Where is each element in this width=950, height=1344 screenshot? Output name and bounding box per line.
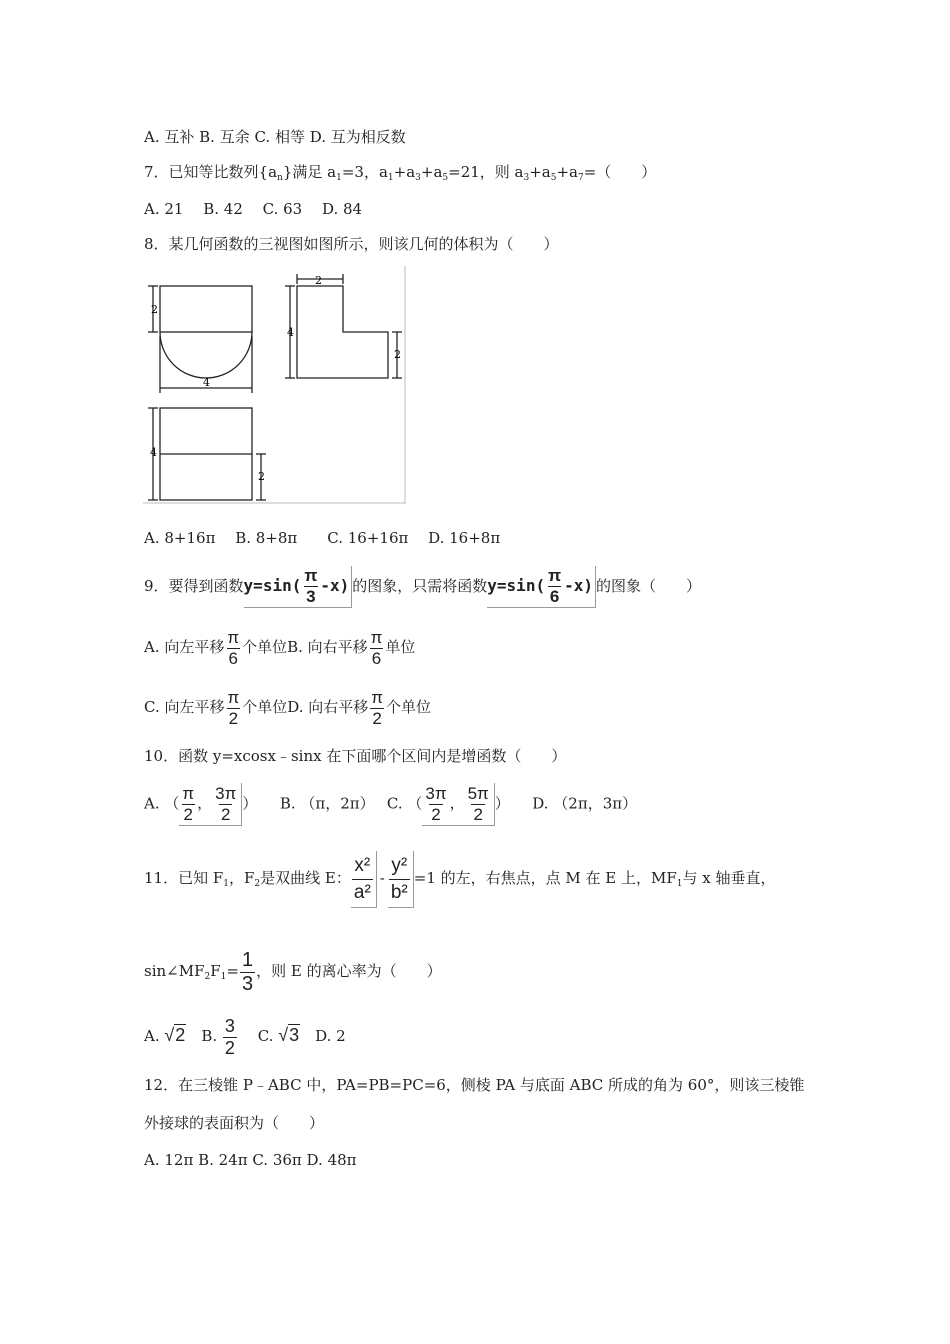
q10-options: A. （ $\frac{\pi}{2}$ ， $\frac{3\pi}{2}$ ） B. （π，2π） C. （ $\frac{3\pi}{2}$ ， $\frac{5\pi}{2}$ ） D. （2π，3π） xyxy=(144,783,638,824)
q7-options: A. 21 B. 42 C. 63 D. 84 xyxy=(144,200,363,218)
top-dim-4: 4 xyxy=(150,446,157,459)
q9-func1: y=sin( $\frac{\pi}{3}$ -x) xyxy=(244,566,353,608)
q11-question: 11．已知 $F_1$，$F_2$是双曲线 E： $\frac{\text{x²}}{\text{a²}}$ - $\frac{\text{y²}}{\text{b²}}$ =1 的左，右焦点，点 M 在 E 上，$MF_1$与 x 轴垂直， xyxy=(144,850,776,912)
three-view-figure xyxy=(143,266,406,504)
front-view xyxy=(148,286,252,393)
front-dim-4: 4 xyxy=(203,376,210,389)
q8-options: A. 8+16π B. 8+8π C. 16+16π D. 16+8π xyxy=(144,529,501,547)
side-view xyxy=(285,274,402,378)
q9-options-ab: A. 向左平移 $\frac{\pi}{6}$ 个单位B. 向右平移 $\frac{\pi}{6}$ 单位 xyxy=(144,627,416,668)
q12-line1: 12．在三棱锥 P﹣ABC 中，PA=PB=PC=6，侧棱 PA 与底面 ABC 所成的角为 60°，则该三棱锥 xyxy=(144,1076,805,1094)
side-dim-2: 2 xyxy=(394,348,401,361)
q12-line2: 外接球的表面积为（ ） xyxy=(144,1114,325,1132)
q11-line2: $\sin\angle MF_2F_1=$ $\frac{1}{3}$ ，则 E 的离心率为（ ） xyxy=(144,948,442,995)
q11-options: A. √2 B. $\frac{3}{2}$ C. √3 D. 2 xyxy=(144,1015,346,1058)
front-dim-2: 2 xyxy=(151,303,158,316)
q12-options: A. 12π B. 24π C. 36π D. 48π xyxy=(144,1151,357,1169)
q9-question: 9．要得到函数y=sin( $\frac{\pi}{3}$ -x) 的图象，只需将函数y=sin( $\frac{\pi}{6}$ -x) 的图象（ ） xyxy=(144,566,702,606)
top-dim-2: 2 xyxy=(258,470,265,483)
q8-question: 8．某几何函数的三视图如图所示，则该几何的体积为（ ） xyxy=(144,235,559,253)
side-dim-top: 2 xyxy=(315,274,322,287)
top-view xyxy=(148,408,266,500)
q10-question: 10．函数 y=xcosx﹣sinx 在下面哪个区间内是增函数（ ） xyxy=(144,747,567,765)
q6-options: A. 互补 B. 互余 C. 相等 D. 互为相反数 xyxy=(144,128,406,146)
q7-question: 7．已知等比数列$\{a_n\}$满足 $a_1=3$，$a_1+a_3+a_5=21$，则 $a_3+a_5+a_7=$（ ） xyxy=(144,163,657,183)
side-dim-4: 4 xyxy=(287,326,294,339)
q9-options-cd: C. 向左平移 $\frac{\pi}{2}$ 个单位D. 向右平移 $\frac{\pi}{2}$ 个单位 xyxy=(144,687,431,728)
q9-func2: y=sin( $\frac{\pi}{6}$ -x) xyxy=(487,566,596,608)
